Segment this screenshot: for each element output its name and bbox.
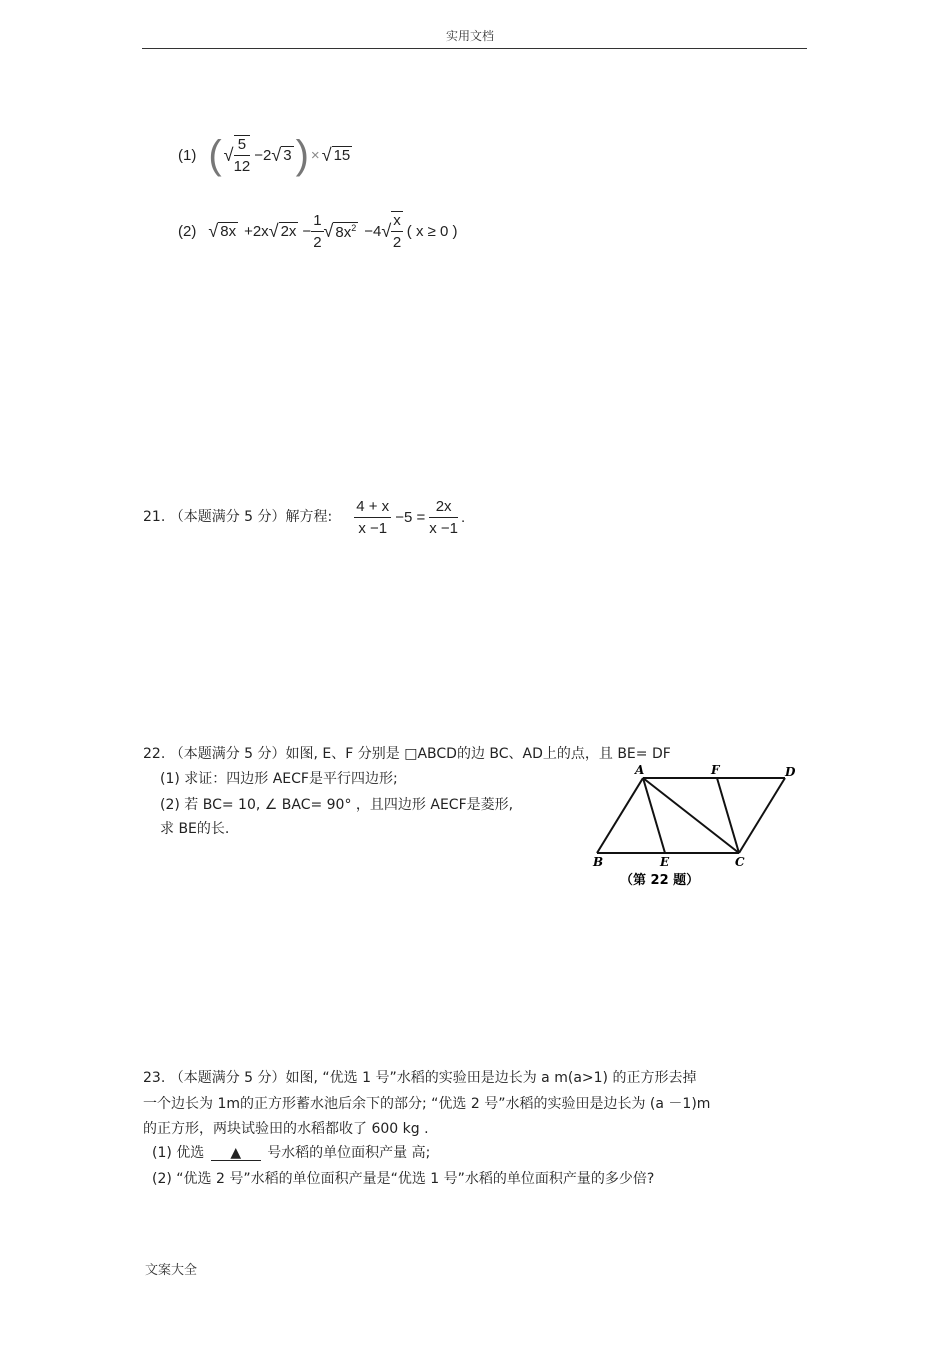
page-header: 实用文档 [446,29,495,43]
fraction-denominator: x −1 [358,519,388,537]
q20-part1-label: (1) [178,146,197,164]
fraction-denominator: 2 [313,233,322,251]
half-fraction [311,212,323,251]
edge-fc [717,778,739,853]
sqrt-icon: √ [268,220,279,241]
edge-ac [643,778,739,853]
q23-line3: 的正方形，两块试验田的水稻都收了 600 kg . [143,1121,429,1137]
q21-rhs-fraction [429,498,458,537]
figure-caption: （第 22 题） [620,873,700,888]
left-paren-icon: ( [208,133,222,177]
q21-prefix: 21. （本题满分 5 分）解方程: [143,509,333,525]
minus-sign: − [302,222,312,240]
radicand-8x-base: 8x [335,223,352,241]
right-paren-icon: ) [295,133,309,177]
q23-line1: 23. （本题满分 5 分）如图, “优选 1 号”水稻的实验田是边长为 a m(a>1) 的正方形去掉 [143,1070,697,1086]
header-rule [142,48,807,49]
q23-part1-prefix: (1) 优选 [152,1145,205,1161]
q22-line4: 求 BE的长. [160,821,230,837]
q21-lhs-fraction [354,498,391,537]
q20-part2 [178,208,458,254]
edge-ae [643,778,665,853]
domain-condition: ( x ≥ 0 ) [406,222,458,240]
fraction-numerator: 2x [429,498,458,518]
exponent: 2 [351,222,357,233]
page-footer: 文案大全 [145,1263,198,1278]
sqrt-icon: √ [381,220,392,241]
q20-part1 [178,130,352,180]
q22-line1: 22. （本题满分 5 分）如图, E、F 分别是 □ABCD的边 BC、AD上的点，且 BE= DF [143,746,671,762]
q21 [143,494,465,540]
fraction-numerator: 5 [234,136,251,156]
times-sign: × [310,146,320,164]
edge-dc [739,778,785,853]
radicand-8x: 8x [220,223,237,240]
fraction-numerator: 4 + x [354,498,391,518]
radicand-15: 15 [333,147,351,164]
minus-four: −4 [364,222,382,240]
sqrt-icon: √ [223,144,234,165]
q23-line2: 一个边长为 1m的正方形蓄水池后余下的部分; “优选 2 号”水稻的实验田是边长为 (a －1)m [143,1096,711,1112]
plus-2x: +2x [244,222,269,240]
radicand-2x: 2x [280,223,297,240]
label-f: F [711,763,720,777]
q23-part1 [152,1146,430,1161]
q21-mid: −5 = [395,508,426,526]
radicand-3: 3 [283,147,292,164]
q22-line3: (2) 若 BC= 10, ∠ BAC= 90° ，且四边形 AECF是菱形, [160,797,514,813]
fraction-numerator: x [391,212,403,232]
sqrt-icon: √ [271,144,282,165]
sqrt-icon: √ [321,144,332,165]
label-a: A [635,763,645,777]
q21-end: . [461,508,466,526]
x-over-2-fraction [391,211,403,251]
label-e: E [660,855,670,869]
minus-two: −2 [254,146,272,164]
sqrt-icon: √ [208,220,219,241]
sqrt-icon: √ [323,220,334,241]
radicand-8x2 [333,222,358,241]
fraction-numerator: 1 [311,212,323,232]
q20-part1-fraction [234,135,251,175]
q23-part1-suffix: 号水稻的单位面积产量 高; [267,1145,431,1161]
fraction-denominator: x −1 [429,519,458,537]
q20-part2-label: (2) [178,222,197,240]
label-c: C [735,855,745,869]
q23-part2: (2) “优选 2 号”水稻的单位面积产量是“优选 1 号”水稻的单位面积产量的多少倍? [152,1171,655,1187]
fraction-denominator: 2 [392,234,402,251]
fraction-denominator: 12 [233,158,251,175]
edge-ab [597,778,643,853]
parallelogram-figure [585,760,810,890]
label-d: D [785,765,796,779]
answer-blank: ▲ [211,1146,261,1161]
label-b: B [593,855,604,869]
q22-line2: (1) 求证：四边形 AECF是平行四边形; [160,771,398,787]
